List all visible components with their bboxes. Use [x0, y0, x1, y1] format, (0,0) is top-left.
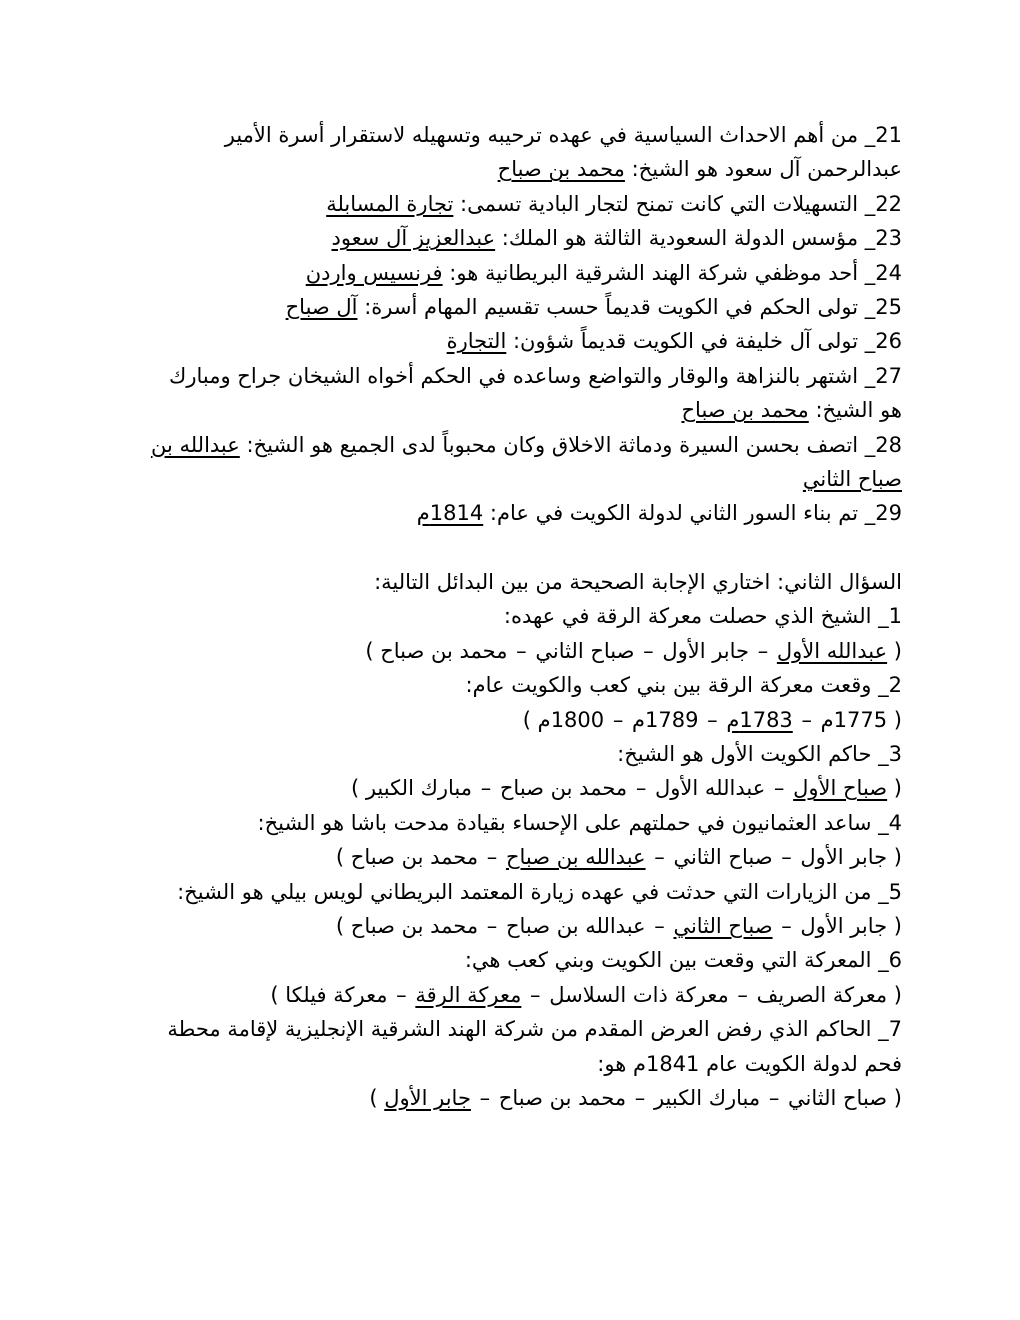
correct-option: معركة الرقة [415, 982, 522, 1007]
option: صباح الثاني [673, 845, 773, 870]
mc-question [150, 668, 902, 702]
item-dash: _ [864, 501, 876, 526]
option: معركة فيلكا [285, 982, 388, 1007]
correct-option: عبدالله بن صباح [505, 845, 646, 870]
options-line: ( جابر الأول – صباح الثاني – عبدالله بن صباح – محمد بن صباح ) [335, 913, 902, 938]
question-number: 7 [888, 1017, 902, 1042]
mc-question [150, 737, 902, 771]
option: عبدالله الأول [655, 776, 766, 801]
question-text: من الزيارات التي حدثت في عهده زيارة المعتمد البريطاني لويس بيلي هو الشيخ: [177, 879, 879, 904]
options-line: ( صباح الثاني – مبارك الكبير – محمد بن صباح – جابر الأول ) [369, 1085, 902, 1110]
option: 1800م [537, 707, 605, 732]
option-separator: – [474, 776, 498, 801]
question-text: ساعد العثمانيون في حملتهم على الإحساء بقيادة مدحت باشا هو الشيخ: [257, 810, 879, 835]
item-dash: _ [864, 295, 876, 320]
item-number: 23 [875, 226, 902, 251]
question-number: 5 [888, 879, 902, 904]
item-number: 24 [875, 260, 902, 285]
question-dash: _ [878, 741, 889, 766]
question-two-heading: السؤال الثاني: اختاري الإجابة الصحيحة من بين البدائل التالية: [374, 569, 902, 594]
question-number: 4 [888, 810, 902, 835]
item-answer: محمد بن صباح [497, 157, 625, 182]
item-question: تم بناء السور الثاني لدولة الكويت في عام: [483, 501, 865, 526]
option: جابر الأول [800, 913, 888, 938]
question-dash: _ [878, 604, 889, 629]
fill-item [150, 187, 902, 221]
item-number: 22 [875, 191, 902, 216]
option: محمد بن صباح [350, 845, 479, 870]
options-line: ( معركة الصريف – معركة ذات السلاسل – معركة الرقة – معركة فيلكا ) [270, 982, 902, 1007]
item-number: 29 [875, 501, 902, 526]
option-separator: – [647, 845, 672, 870]
option-separator: – [480, 845, 504, 870]
option-separator: – [636, 638, 661, 663]
option-separator: – [606, 707, 630, 732]
option: محمد بن صباح [499, 776, 628, 801]
fill-item [150, 496, 902, 530]
question-text: وقعت معركة الرقة بين بني كعب والكويت عام: [465, 673, 879, 698]
option-separator: – [794, 707, 819, 732]
item-number: 21 [875, 123, 902, 147]
fill-item [150, 221, 902, 255]
option-separator: – [762, 1085, 786, 1110]
option: 1775م [820, 707, 888, 732]
item-question: تولى آل خليفة في الكويت قديماً شؤون: [506, 329, 865, 354]
option-separator: – [472, 1085, 497, 1110]
option-separator: – [509, 638, 534, 663]
item-dash: _ [864, 329, 876, 354]
fill-item [150, 256, 902, 290]
option-separator: – [480, 913, 504, 938]
option-separator: – [523, 982, 548, 1007]
question-dash: _ [878, 1017, 889, 1042]
question-dash: _ [878, 673, 889, 698]
option-separator: – [389, 982, 414, 1007]
item-question: من أهم الاحداث السياسية في عهده ترحيبه وتسهيله لاستقرار أسرة الأمير عبدالرحمن آل سعود هو الشيخ: [224, 123, 902, 182]
item-answer: محمد بن صباح [681, 398, 809, 423]
item-dash: _ [864, 432, 876, 457]
question-number: 3 [888, 741, 902, 766]
item-answer: تجارة المسابلة [326, 191, 454, 216]
fill-item [150, 118, 902, 187]
correct-option: عبدالله الأول [776, 638, 888, 663]
item-number: 28 [875, 432, 902, 457]
question-text: الشيخ الذي حصلت معركة الرقة في عهده: [503, 604, 879, 629]
item-dash: _ [864, 226, 876, 251]
item-answer: 1814م [416, 501, 484, 526]
fill-item [150, 290, 902, 324]
item-answer: عبدالله بن صباح الثاني [150, 432, 902, 492]
item-dash: _ [864, 191, 876, 216]
question-number: 2 [888, 673, 902, 698]
item-question: اشتهر بالنزاهة والوقار والتواضع وساعده في الحكم أخواه الشيخان جراح ومبارك هو الشيخ: [169, 363, 902, 423]
mc-question [150, 599, 902, 633]
question-dash: _ [878, 810, 889, 835]
options-line: ( جابر الأول – صباح الثاني – عبدالله بن صباح – محمد بن صباح ) [335, 845, 902, 870]
option: صباح الثاني [788, 1085, 888, 1110]
question-number: 1 [888, 604, 902, 629]
item-number: 25 [875, 295, 902, 320]
item-question: اتصف بحسن السيرة ودماثة الاخلاق وكان محبوباً لدى الجميع هو الشيخ: [239, 432, 865, 457]
option-separator: – [774, 845, 799, 870]
option-separator: – [628, 1085, 652, 1110]
option: صباح الثاني [535, 638, 635, 663]
mc-question [150, 1012, 902, 1081]
item-dash: _ [864, 123, 876, 147]
options-line: ( عبدالله الأول – جابر الأول – صباح الثاني – محمد بن صباح ) [365, 638, 902, 663]
option: جابر الأول [662, 638, 750, 663]
option: عبدالله بن صباح [505, 913, 646, 938]
item-dash: _ [864, 260, 876, 285]
item-number: 27 [875, 363, 902, 388]
question-text: الحاكم الذي رفض العرض المقدم من شركة الهند الشرقية الإنجليزية لإقامة محطة فحم لدولة الكويت عام 1841م هو: [167, 1017, 902, 1076]
option: محمد بن صباح [498, 1085, 627, 1110]
item-question: تولى الحكم في الكويت قديماً حسب تقسيم المهام أسرة: [357, 295, 865, 320]
mc-question [150, 806, 902, 840]
options-line: ( صباح الأول – عبدالله الأول – محمد بن صباح – مبارك الكبير ) [350, 776, 902, 801]
multiple-choice-section [150, 599, 902, 1115]
fill-in-section [150, 118, 902, 531]
item-answer: عبدالعزيز آل سعود [331, 226, 496, 251]
options-line: ( 1775م – 1783م – 1789م – 1800م ) [522, 707, 902, 732]
option: محمد بن صباح [380, 638, 508, 663]
option-separator: – [730, 982, 755, 1007]
question-text: المعركة التي وقعت بين الكويت وبني كعب هي: [464, 948, 879, 973]
option: معركة ذات السلاسل [549, 982, 729, 1007]
option: 1789م [632, 707, 699, 732]
option: محمد بن صباح [350, 913, 479, 938]
question-number: 6 [888, 948, 902, 973]
item-answer: فرنسيس واردن [305, 260, 443, 285]
option-separator: – [767, 776, 792, 801]
option-separator: – [629, 776, 654, 801]
correct-option: جابر الأول [384, 1085, 471, 1110]
fill-item [150, 428, 902, 497]
item-question: التسهيلات التي كانت تمنح لتجار البادية تسمى: [453, 191, 865, 216]
question-dash: _ [878, 879, 889, 904]
worksheet-content [150, 118, 902, 1115]
mc-question [150, 943, 902, 977]
option-separator: – [647, 913, 672, 938]
question-text: حاكم الكويت الأول هو الشيخ: [617, 741, 879, 766]
item-number: 26 [875, 329, 902, 354]
question-dash: _ [878, 948, 889, 973]
fill-item [150, 359, 902, 428]
option: معركة الصريف [756, 982, 888, 1007]
item-dash: _ [864, 363, 876, 388]
mc-question [150, 875, 902, 909]
correct-option: صباح الثاني [673, 913, 773, 938]
fill-item [150, 324, 902, 358]
option: جابر الأول [800, 845, 888, 870]
section-spacer [150, 531, 902, 565]
item-question: مؤسس الدولة السعودية الثالثة هو الملك: [495, 226, 865, 251]
option-separator: – [774, 913, 799, 938]
option-separator: – [700, 707, 725, 732]
item-answer: آل صباح [285, 295, 358, 320]
correct-option: صباح الأول [793, 776, 888, 801]
item-question: أحد موظفي شركة الهند الشرقية البريطانية هو: [442, 260, 865, 285]
option: مبارك الكبير [653, 1085, 761, 1110]
option-separator: – [751, 638, 775, 663]
item-answer: التجارة [446, 329, 507, 354]
correct-option: 1783م [726, 707, 793, 732]
option: مبارك الكبير [365, 776, 473, 801]
